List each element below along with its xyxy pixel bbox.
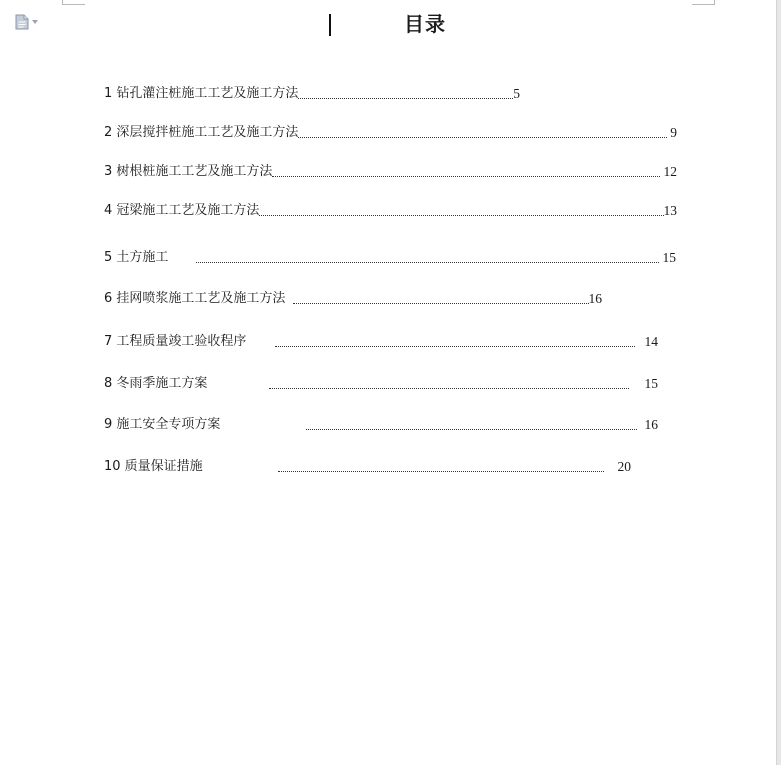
toc-entry-label: 1 钻孔灌注桩施工工艺及施工方法: [104, 86, 299, 101]
toc-entry-page: 13: [663, 203, 677, 218]
toc-entry-label: 6 挂网喷浆施工工艺及施工方法: [104, 291, 286, 306]
toc-entry-page: 16: [588, 291, 602, 306]
toc-entry-9[interactable]: [104, 413, 658, 433]
toc-leader: [306, 429, 637, 430]
toc-entry-page: 15: [644, 376, 658, 391]
toc-entry-10[interactable]: [104, 455, 631, 475]
toc-leader: [272, 176, 659, 177]
toc-leader: [196, 262, 659, 263]
toc-entry-3[interactable]: [104, 160, 677, 180]
page-corner-mark-left: [62, 0, 85, 5]
toc-entry-page: 9: [670, 125, 677, 140]
toc-entry-label: 5 土方施工: [104, 250, 169, 265]
toc-entry-page: 5: [513, 86, 520, 101]
document-icon: [15, 14, 29, 30]
toc-entry-label: 10 质量保证措施: [104, 459, 203, 474]
toc-entry-2[interactable]: [104, 121, 677, 141]
toc-leader: [259, 215, 663, 216]
toc-leader: [298, 98, 513, 99]
toc-entry-4[interactable]: [104, 199, 677, 219]
toc-leader: [275, 346, 635, 347]
toc-entry-label: 3 树根桩施工工艺及施工方法: [104, 164, 273, 179]
toc-entry-label: 7 工程质量竣工验收程序: [104, 334, 247, 349]
toc-entry-page: 16: [644, 417, 658, 432]
page-title: 目录: [404, 12, 446, 36]
page-corner-mark-right: [692, 0, 715, 5]
toc-entry-7[interactable]: [104, 330, 658, 350]
toc-entry-page: 14: [644, 334, 658, 349]
toc-entry-1[interactable]: [104, 82, 520, 102]
toc-entry-page: 12: [663, 164, 677, 179]
toc-entry-page: 15: [662, 250, 676, 265]
toc-leader: [269, 388, 629, 389]
document-menu-button[interactable]: [15, 14, 38, 30]
toc-entry-label: 4 冠梁施工工艺及施工方法: [104, 203, 260, 218]
toc-entry-label: 8 冬雨季施工方案: [104, 376, 208, 391]
toc-leader: [298, 137, 667, 138]
toc-entry-page: 20: [617, 459, 631, 474]
toc-entry-label: 9 施工安全专项方案: [104, 417, 221, 432]
text-cursor: [329, 14, 331, 36]
caret-down-icon: [32, 20, 38, 24]
toc-entry-8[interactable]: [104, 372, 658, 392]
toc-entry-6[interactable]: [104, 287, 602, 307]
toc-entry-5[interactable]: [104, 246, 676, 266]
toc-leader: [293, 303, 588, 304]
page-edge: [776, 0, 781, 765]
toc-leader: [278, 471, 604, 472]
toc-entry-label: 2 深层搅拌桩施工工艺及施工方法: [104, 125, 299, 140]
